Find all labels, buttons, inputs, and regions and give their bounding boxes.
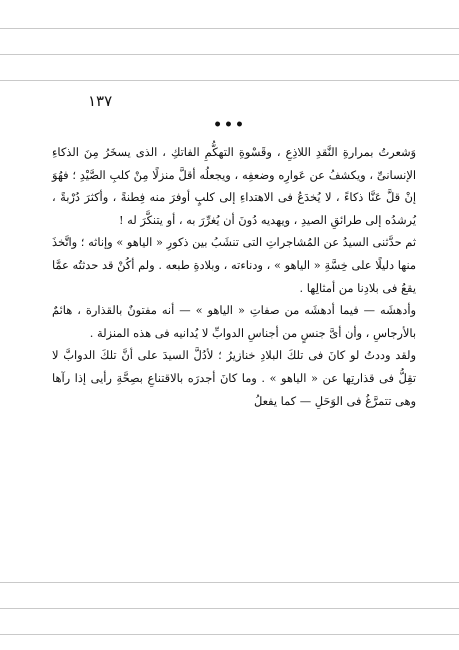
ruled-line: [0, 28, 459, 29]
section-separator: •••: [213, 117, 246, 133]
paragraph: وأدهشَه — فيما أدهشَه من صفاتِ « الياهو » — أنه مفتونٌ بالقذارة ، هائمٌ بالأرجاسِ ، وأن أىَّ جنسٍ من أجناسِ الدوابِّ لا يُدانيه فى هذه المنزلة .: [52, 303, 416, 340]
paragraph: وَشعرتُ بمرارةِ النَّقدِ اللاذِعِ ، وقَسْوةِ التهكُّمِ الفاتكِ ، الذى يسخَرُ مِنَ الذكاءِ الإنسانىِّ ، ويكشفُ عن عَوارِه وضعفِه ، ويجعلُه أقلَّ منزلًا مِنْ كلبِ الصَّيْدِ ؛ فهُوَ إنْ قلَّ عَنَّا ذكاءً ، لا يُخدَعُ فى الاهتداءِ إلى كلبٍ أوفرَ منه فِطنةً ، وأكثرَ دُرْبةً ، يُرشدُه إلى طرائقِ الصيدِ ، ويهديه دُونَ أن يُغرِّرَ به ، أو يتنكَّرَ له !: [52, 145, 416, 227]
body-text: [52, 141, 416, 412]
paragraph: ولقد وددتُ لو كانَ فى تلكَ البلادِ خنازيرُ ؛ لأدُلَّ السيدَ على أنَّ تلكَ الدوابَّ لا تقِلُّ فى قذارتِها عن « الياهو » . وما كانَ أجدرَه بالاقتناعِ بصِحَّةِ رأيى إذا رآها وهى تتمرَّغُ فى الوَحَلِ — كما يفعلُ: [52, 348, 416, 408]
page-number: ١٣٧: [88, 92, 113, 110]
ruled-line: [0, 634, 459, 635]
ruled-line: [0, 80, 459, 81]
ruled-line: [0, 608, 459, 609]
ruled-line: [0, 582, 459, 583]
ruled-line: [0, 54, 459, 55]
paragraph: ثم حدَّثنى السيدُ عن المُشاجراتِ التى تنشَبُ بين ذكورِ « الياهو » وإناثه ؛ واتَّخذَ منها دليلًا على خِسَّةِ « الياهو » ، ودناءته ، وبلادةِ طبعه . ولم أكُنْ قد حدثتُه عمَّا يقعُ فى بلادِنا من أمثالِها .: [52, 235, 416, 295]
